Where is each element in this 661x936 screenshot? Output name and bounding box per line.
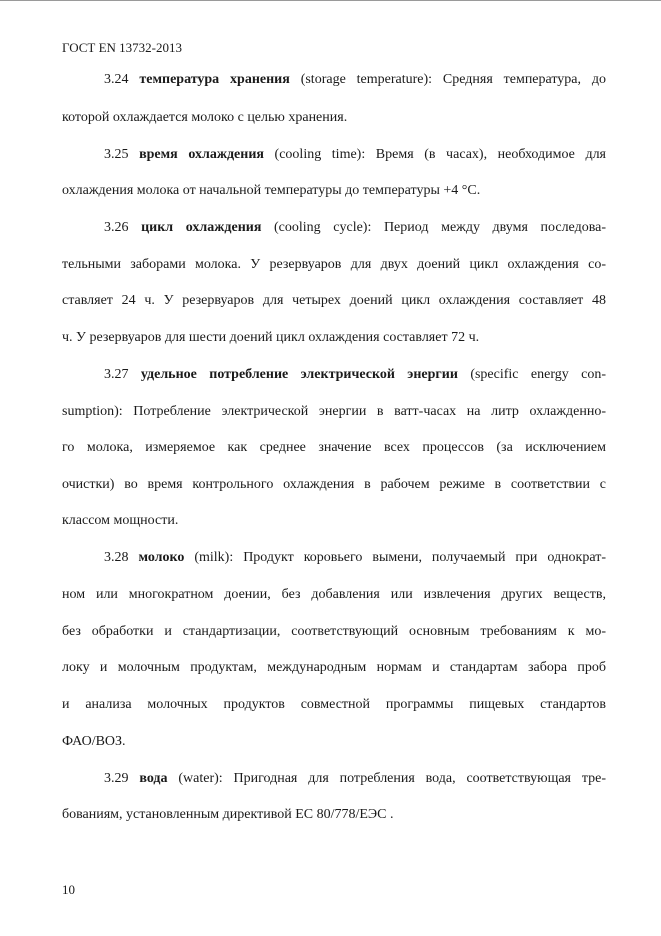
text-line: тельными заборами молока. У резервуаров для двух доений цикл охлаждения со- — [62, 257, 606, 272]
term-line — [104, 147, 606, 163]
term-text: (water): Пригодная для потребления вода, соответствующая тре- — [167, 771, 607, 786]
document-header: ГОСТ EN 13732-2013 — [62, 40, 183, 55]
text-line: без обработки и стандартизации, соответствующий основным требованиям к мо- — [62, 624, 606, 639]
term-name: температура хранения — [139, 72, 290, 87]
text-line: локу и молочным продуктам, международным нормам и стандартам забора проб — [62, 660, 606, 675]
term-line — [104, 72, 606, 88]
term-text: (specific energy con- — [457, 367, 607, 382]
text-line: охлаждения молока от начальной температуры до температуры +4 °С. — [62, 183, 481, 198]
term-text: (storage temperature): Средняя температура, до — [289, 72, 607, 87]
page-top-border — [0, 0, 661, 1]
term-name: молоко — [138, 550, 185, 565]
text-line: ставляет 24 ч. У резервуаров для четырех доений цикл охлаждения составляет 48 — [62, 293, 606, 308]
text-line: бованиям, установленным директивой ЕС 80/778/ЕЭС . — [62, 807, 394, 822]
term-line — [104, 220, 606, 236]
term-number: 3.25 — [104, 147, 129, 162]
term-name: цикл охлаждения — [141, 220, 262, 235]
term-text: (milk): Продукт коровьего вымени, получаемый при однократ- — [184, 550, 606, 565]
term-name: удельное потребление электрической энергии — [140, 367, 458, 382]
term-number: 3.26 — [104, 220, 129, 235]
term-number: 3.29 — [104, 771, 129, 786]
text-line: sumption): Потребление электрической энергии в ватт-часах на литр охлажденно- — [62, 404, 606, 419]
text-line: классом мощности. — [62, 513, 179, 528]
term-line — [104, 367, 606, 383]
term-line — [104, 771, 606, 787]
text-line: ном или многократном доении, без добавления или извлечения других веществ, — [62, 587, 606, 602]
text-line: очистки) во время контрольного охлаждения в рабочем режиме в соответствии с — [62, 477, 606, 492]
term-name: вода — [139, 771, 168, 786]
term-number: 3.24 — [104, 72, 129, 87]
text-line: ФАО/ВОЗ. — [62, 734, 126, 749]
term-text: (cooling time): Время (в часах), необходимое для — [263, 147, 606, 162]
text-line: и анализа молочных продуктов совместной программы пищевых стандартов — [62, 697, 606, 712]
term-number: 3.28 — [104, 550, 129, 565]
term-number: 3.27 — [104, 367, 129, 382]
page-number: 10 — [62, 882, 75, 897]
text-line: ч. У резервуаров для шести доений цикл охлаждения составляет 72 ч. — [62, 330, 480, 345]
term-text: (cooling cycle): Период между двумя последова- — [261, 220, 607, 235]
term-name: время охлаждения — [139, 147, 264, 162]
term-line — [104, 550, 606, 566]
text-line: го молока, измеряемое как среднее значение всех процессов (за исключением — [62, 440, 606, 455]
text-line: которой охлаждается молоко с целью хранения. — [62, 110, 348, 125]
